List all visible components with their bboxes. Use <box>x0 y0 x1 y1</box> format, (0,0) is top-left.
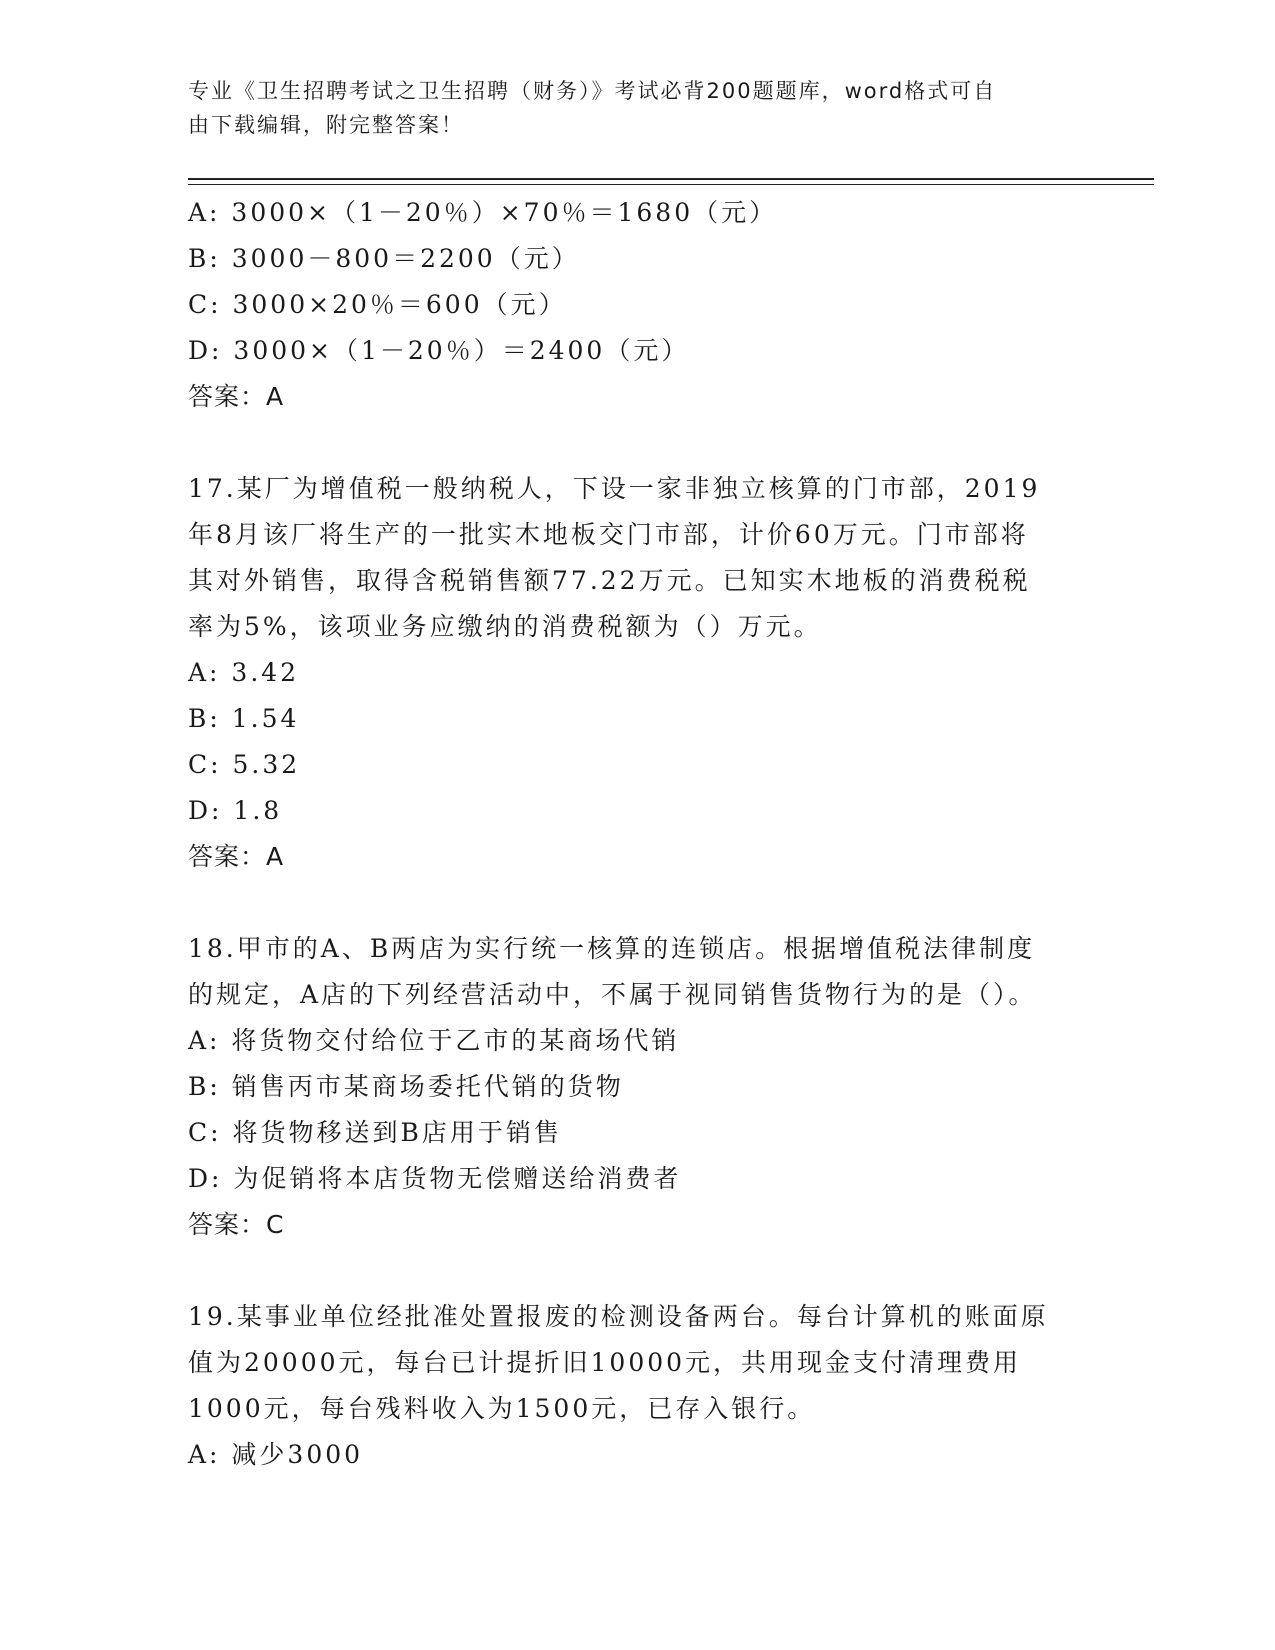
question-text-line: 17.某厂为增值税一般纳税人，下设一家非独立核算的门市部，2019 <box>188 474 1041 503</box>
spacer <box>188 1248 1088 1294</box>
option-b: B: 1.54 <box>188 704 300 733</box>
option-c: C: 将货物移送到B店用于销售 <box>188 1118 562 1147</box>
question-text-line: 年8月该厂将生产的一批实木地板交门市部，计价60万元。门市部将 <box>188 520 1029 549</box>
spacer <box>188 420 1088 466</box>
option-a: A: 3.42 <box>188 658 300 687</box>
question-19 <box>188 1294 1088 1478</box>
question-text-line: 值为20000元，每台已计提折旧10000元，共用现金支付清理费用 <box>188 1348 1022 1377</box>
answer: 答案：A <box>188 382 285 411</box>
question-16 <box>188 190 1088 420</box>
header-line-2: 由下载编辑，附完整答案！ <box>188 113 464 137</box>
question-17 <box>188 466 1088 880</box>
option-d: D: 1.8 <box>188 796 283 825</box>
option-d: D: 3000×（1－20％）＝2400（元） <box>188 336 690 365</box>
header-rule-thick <box>188 178 1154 180</box>
question-text-line: 的规定，A店的下列经营活动中，不属于视同销售货物行为的是（）。 <box>188 980 1037 1009</box>
option-a: A: 3000×（1－20％）×70％＝1680（元） <box>188 198 778 227</box>
question-text-line: 1000元，每台残料收入为1500元，已存入银行。 <box>188 1394 816 1423</box>
question-list <box>188 190 1088 1478</box>
option-a: A: 将货物交付给位于乙市的某商场代销 <box>188 1026 680 1055</box>
question-text-line: 其对外销售，取得含税销售额77.22万元。已知实木地板的消费税税 <box>188 566 1031 595</box>
answer: 答案：A <box>188 842 285 871</box>
option-c: C: 5.32 <box>188 750 301 779</box>
question-text-line: 18.甲市的A、B两店为实行统一核算的连锁店。根据增值税法律制度 <box>188 934 1036 963</box>
answer: 答案：C <box>188 1210 285 1239</box>
option-b: B: 3000－800＝2200（元） <box>188 244 580 273</box>
option-a: A: 减少3000 <box>188 1440 364 1469</box>
question-18 <box>188 926 1088 1248</box>
question-text-line: 19.某事业单位经批准处置报废的检测设备两台。每台计算机的账面原 <box>188 1302 1049 1331</box>
option-c: C: 3000×20％＝600（元） <box>188 290 567 319</box>
spacer <box>188 880 1088 926</box>
document-header <box>188 74 1088 142</box>
option-d: D: 为促销将本店货物无偿赠送给消费者 <box>188 1164 682 1193</box>
question-text-line: 率为5%，该项业务应缴纳的消费税额为（）万元。 <box>188 612 822 641</box>
header-rule-thin <box>188 184 1154 185</box>
option-b: B: 销售丙市某商场委托代销的货物 <box>188 1072 624 1101</box>
header-line-1: 专业《卫生招聘考试之卫生招聘（财务）》考试必背200题题库，word格式可自 <box>188 79 997 103</box>
